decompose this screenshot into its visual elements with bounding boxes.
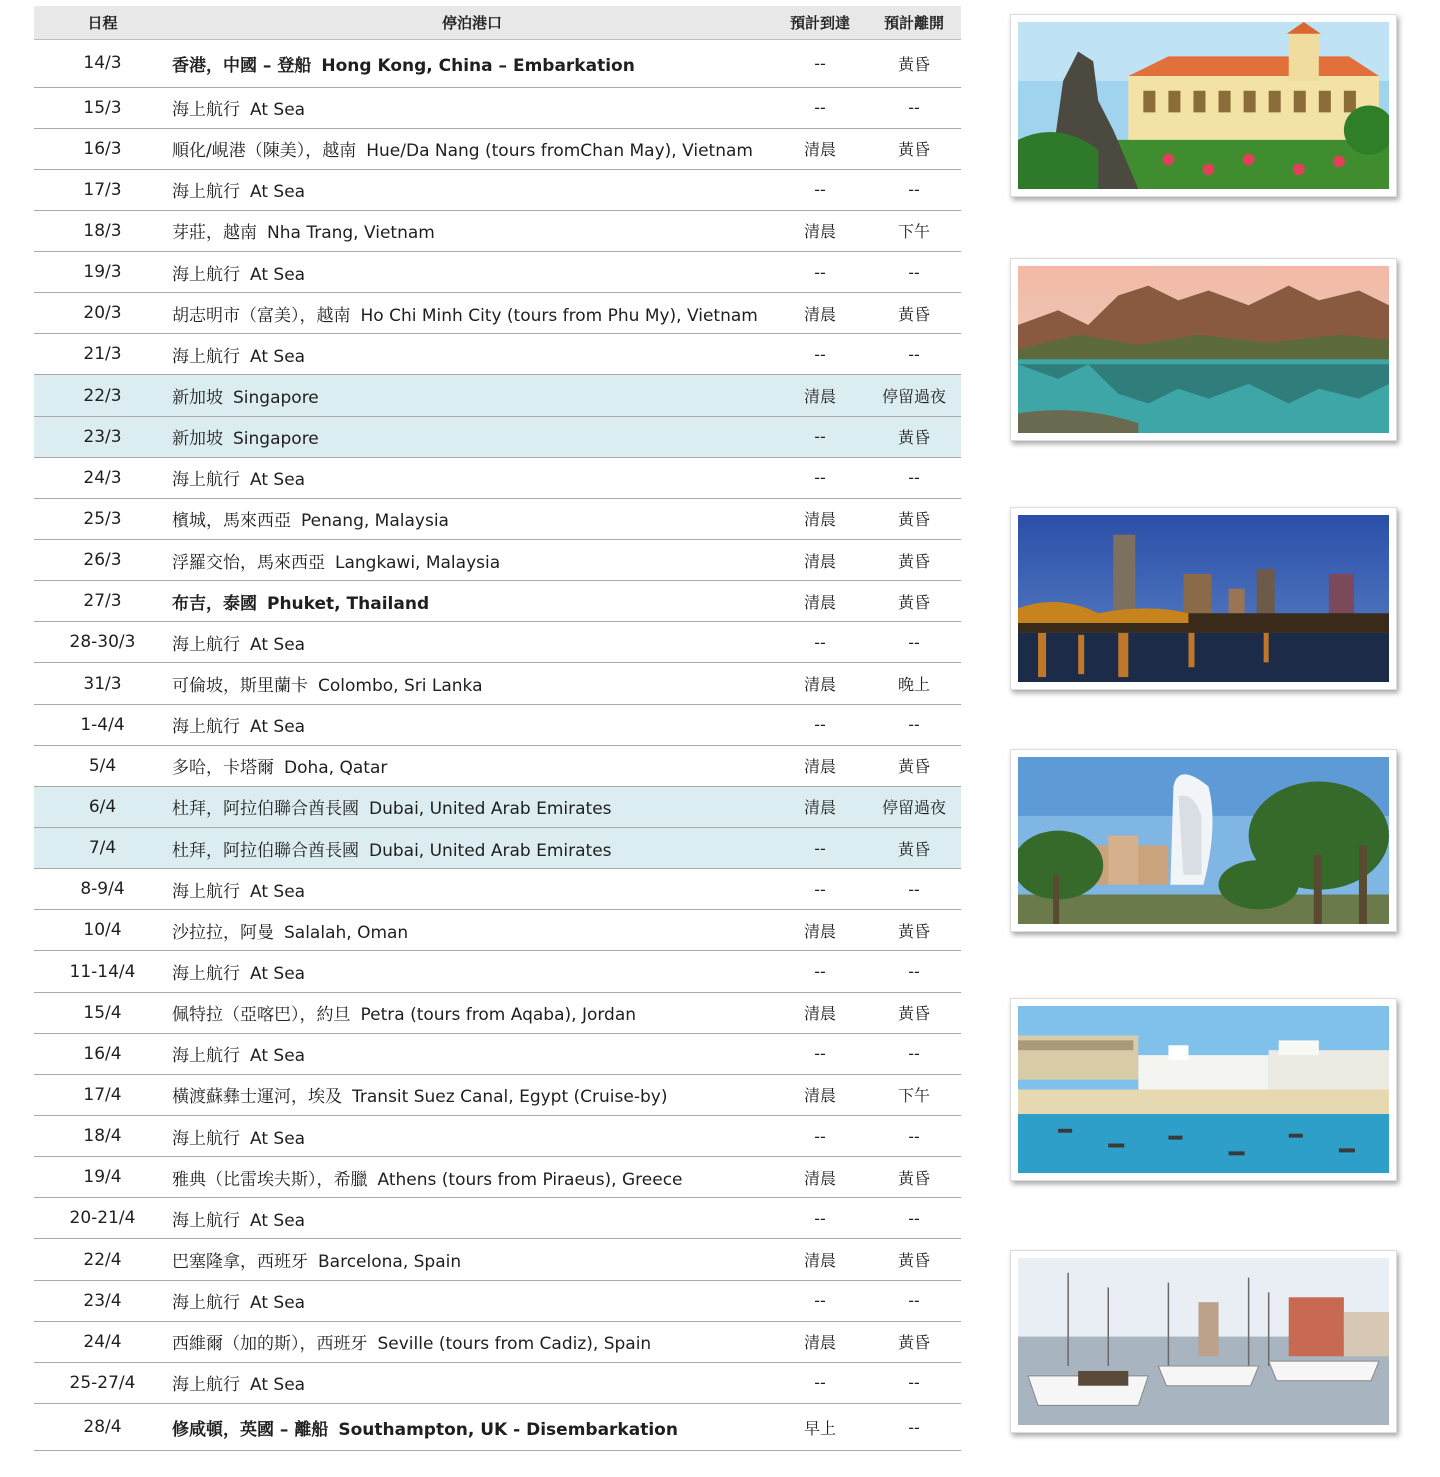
cell-date: 26/3 (34, 540, 171, 581)
cell-date: 28-30/3 (34, 622, 171, 663)
port-name-english: Salalah, Oman (284, 922, 409, 943)
cell-date: 15/3 (34, 87, 171, 128)
header-date: 日程 (34, 6, 171, 39)
cell-arrive: 清晨 (773, 1321, 867, 1362)
port-name-chinese: 海上航行 (172, 1293, 240, 1314)
cell-depart: -- (867, 704, 961, 745)
port-name-chinese: 新加坡 (172, 429, 223, 450)
port-name-chinese: 檳城，馬來西亞 (172, 511, 291, 532)
cell-port (171, 210, 773, 251)
cell-arrive: 清晨 (773, 128, 867, 169)
table-row (34, 581, 961, 622)
photo-southampton-marina (1010, 1250, 1397, 1433)
cell-date: 10/4 (34, 910, 171, 951)
cell-date: 1-4/4 (34, 704, 171, 745)
cell-arrive: -- (773, 87, 867, 128)
cell-port (171, 1157, 773, 1198)
port-name-english: Singapore (233, 388, 319, 409)
cell-arrive: -- (773, 1280, 867, 1321)
port-name-chinese: 西維爾（加的斯），西班牙 (172, 1334, 368, 1355)
table-row (34, 1074, 961, 1115)
port-name-english: Ho Chi Minh City (tours from Phu My), Vietnam (360, 305, 758, 326)
port-name-english: At Sea (250, 634, 306, 655)
port-name-english: At Sea (250, 470, 306, 491)
table-row (34, 1033, 961, 1074)
cell-date: 19/4 (34, 1157, 171, 1198)
cell-port (171, 992, 773, 1033)
cell-port (171, 1321, 773, 1362)
port-name-chinese: 海上航行 (172, 470, 240, 491)
port-name-english: At Sea (250, 964, 306, 985)
cell-depart: 下午 (867, 210, 961, 251)
port-name-chinese: 海上航行 (172, 1375, 240, 1396)
port-name-chinese: 胡志明市（富美），越南 (172, 305, 351, 326)
port-name-english: Dubai, United Arab Emirates (369, 799, 612, 820)
cell-arrive: 清晨 (773, 663, 867, 704)
table-row (34, 745, 961, 786)
port-name-chinese: 海上航行 (172, 1210, 240, 1231)
header-arrive: 預計到達 (773, 6, 867, 39)
cell-arrive: 清晨 (773, 992, 867, 1033)
cell-date: 25/3 (34, 498, 171, 539)
cell-port (171, 39, 773, 87)
cell-depart: -- (867, 951, 961, 992)
cell-port (171, 622, 773, 663)
cell-arrive: -- (773, 828, 867, 869)
cell-port (171, 951, 773, 992)
cell-port (171, 869, 773, 910)
photo-dubai-burj-al-arab (1010, 749, 1397, 932)
table-row (34, 375, 961, 416)
cell-arrive: -- (773, 416, 867, 457)
cell-date: 22/3 (34, 375, 171, 416)
cell-date: 7/4 (34, 828, 171, 869)
port-name-english: Nha Trang, Vietnam (267, 223, 435, 244)
port-name-english: At Sea (250, 1210, 306, 1231)
cell-date: 27/3 (34, 581, 171, 622)
cell-date: 17/4 (34, 1074, 171, 1115)
cell-date: 20/3 (34, 293, 171, 334)
cell-depart: 停留過夜 (867, 786, 961, 827)
cell-depart: 黃昏 (867, 1157, 961, 1198)
cell-port (171, 704, 773, 745)
cell-date: 8-9/4 (34, 869, 171, 910)
cell-arrive: 清晨 (773, 745, 867, 786)
table-row (34, 786, 961, 827)
cell-arrive: -- (773, 869, 867, 910)
cell-arrive: -- (773, 1033, 867, 1074)
table-row (34, 1239, 961, 1280)
port-name-english: Langkawi, Malaysia (335, 552, 501, 573)
cell-date: 31/3 (34, 663, 171, 704)
port-name-english: At Sea (250, 182, 306, 203)
cell-port (171, 169, 773, 210)
port-name-english: At Sea (250, 1046, 306, 1067)
port-name-chinese: 佩特拉（亞喀巴），約旦 (172, 1005, 351, 1026)
port-name-english: At Sea (250, 717, 306, 738)
port-name-chinese: 新加坡 (172, 388, 223, 409)
cell-date: 18/3 (34, 210, 171, 251)
table-row (34, 622, 961, 663)
cell-port (171, 457, 773, 498)
cell-depart: 下午 (867, 1074, 961, 1115)
port-name-chinese: 杜拜，阿拉伯聯合酋長國 (172, 799, 359, 820)
cell-depart: -- (867, 1362, 961, 1403)
port-name-english: Hong Kong, China – Embarkation (321, 55, 635, 76)
cell-date: 11-14/4 (34, 951, 171, 992)
cell-depart: 黃昏 (867, 1239, 961, 1280)
itinerary-table (34, 6, 961, 1451)
cell-port (171, 1198, 773, 1239)
table-row (34, 1116, 961, 1157)
cell-depart: -- (867, 1404, 961, 1451)
cell-depart: -- (867, 334, 961, 375)
port-name-english: At Sea (250, 264, 306, 285)
cell-date: 23/3 (34, 416, 171, 457)
header-port: 停泊港口 (171, 6, 773, 39)
cell-depart: 黃昏 (867, 581, 961, 622)
port-name-chinese: 海上航行 (172, 964, 240, 985)
cell-port (171, 1280, 773, 1321)
cell-port (171, 663, 773, 704)
cell-depart: -- (867, 622, 961, 663)
cell-date: 17/3 (34, 169, 171, 210)
cell-depart: 黃昏 (867, 540, 961, 581)
cell-arrive: -- (773, 1362, 867, 1403)
table-row (34, 210, 961, 251)
port-name-english: At Sea (250, 1375, 306, 1396)
table-row (34, 1362, 961, 1403)
table-row (34, 1157, 961, 1198)
cell-port (171, 293, 773, 334)
cell-date: 14/3 (34, 39, 171, 87)
port-name-chinese: 順化/峴港（陳美），越南 (172, 141, 357, 162)
port-name-chinese: 芽莊，越南 (172, 223, 257, 244)
cell-date: 18/4 (34, 1116, 171, 1157)
port-name-english: Barcelona, Spain (318, 1252, 462, 1272)
cell-depart: 黃昏 (867, 992, 961, 1033)
cell-port (171, 1033, 773, 1074)
cell-arrive: -- (773, 622, 867, 663)
cell-port (171, 910, 773, 951)
port-name-english: Athens (tours from Piraeus), Greece (377, 1169, 683, 1190)
table-row (34, 951, 961, 992)
cell-port (171, 540, 773, 581)
cell-depart: -- (867, 87, 961, 128)
port-name-chinese: 多哈，卡塔爾 (172, 758, 274, 779)
port-name-chinese: 修咸頓，英國 – 離船 (172, 1419, 329, 1440)
table-row (34, 169, 961, 210)
cell-arrive: -- (773, 252, 867, 293)
port-name-chinese: 海上航行 (172, 1128, 240, 1149)
port-name-chinese: 香港，中國 – 登船 (172, 55, 312, 76)
cell-depart: -- (867, 1198, 961, 1239)
cell-arrive: -- (773, 457, 867, 498)
cell-port (171, 375, 773, 416)
cell-port (171, 334, 773, 375)
table-row (34, 663, 961, 704)
table-row (34, 128, 961, 169)
port-name-chinese: 浮羅交怡，馬來西亞 (172, 552, 325, 573)
header-depart: 預計離開 (867, 6, 961, 39)
cell-date: 25-27/4 (34, 1362, 171, 1403)
cell-arrive: 清晨 (773, 1239, 867, 1280)
cell-arrive: 清晨 (773, 210, 867, 251)
cell-depart: -- (867, 252, 961, 293)
cell-arrive: -- (773, 951, 867, 992)
table-header-row (34, 6, 961, 39)
cell-date: 23/4 (34, 1280, 171, 1321)
cell-arrive: 清晨 (773, 293, 867, 334)
port-name-chinese: 海上航行 (172, 634, 240, 655)
cell-port (171, 786, 773, 827)
table-row (34, 910, 961, 951)
port-name-chinese: 可倫坡，斯里蘭卡 (172, 676, 308, 697)
cell-depart: 黃昏 (867, 745, 961, 786)
cell-date: 5/4 (34, 745, 171, 786)
cell-depart: 黃昏 (867, 828, 961, 869)
table-row (34, 457, 961, 498)
port-name-english: At Sea (250, 1128, 306, 1149)
cell-depart: 黃昏 (867, 498, 961, 539)
port-name-chinese: 海上航行 (172, 182, 240, 203)
port-name-english: Colombo, Sri Lanka (318, 676, 483, 697)
cell-port (171, 1404, 773, 1451)
cell-date: 19/3 (34, 252, 171, 293)
port-name-english: Petra (tours from Aqaba), Jordan (360, 1005, 637, 1026)
cell-arrive: 清晨 (773, 910, 867, 951)
table-row (34, 39, 961, 87)
cell-depart: 晚上 (867, 663, 961, 704)
port-name-english: At Sea (250, 881, 306, 902)
cell-arrive: -- (773, 704, 867, 745)
cell-arrive: -- (773, 39, 867, 87)
table-row (34, 293, 961, 334)
table-row (34, 1198, 961, 1239)
port-name-english: Singapore (233, 429, 319, 450)
cell-arrive: 早上 (773, 1404, 867, 1451)
itinerary-rows (34, 39, 961, 1451)
cell-arrive: 清晨 (773, 375, 867, 416)
cell-arrive: 清晨 (773, 1157, 867, 1198)
table-row (34, 252, 961, 293)
cell-arrive: 清晨 (773, 498, 867, 539)
table-row (34, 828, 961, 869)
table-row (34, 992, 961, 1033)
cell-depart: 停留過夜 (867, 375, 961, 416)
cell-port (171, 1239, 773, 1280)
photo-saigon-city-hall (1010, 14, 1397, 197)
port-name-english: Doha, Qatar (284, 758, 388, 779)
photo-cadiz-beach (1010, 998, 1397, 1181)
port-name-english: Hue/Da Nang (tours fromChan May), Vietnam (366, 141, 753, 162)
cell-date: 24/4 (34, 1321, 171, 1362)
port-name-chinese: 沙拉拉，阿曼 (172, 922, 274, 943)
port-name-english: Southampton, UK - Disembarkation (338, 1419, 678, 1440)
cell-date: 24/3 (34, 457, 171, 498)
cell-arrive: 清晨 (773, 540, 867, 581)
cell-date: 21/3 (34, 334, 171, 375)
port-name-chinese: 海上航行 (172, 100, 240, 121)
cell-port (171, 416, 773, 457)
cell-arrive: 清晨 (773, 786, 867, 827)
table-row (34, 1321, 961, 1362)
cell-date: 15/4 (34, 992, 171, 1033)
cell-port (171, 1116, 773, 1157)
cell-arrive: -- (773, 1198, 867, 1239)
cell-port (171, 498, 773, 539)
cell-date: 20-21/4 (34, 1198, 171, 1239)
cell-date: 16/4 (34, 1033, 171, 1074)
photo-city-skyline-night (1010, 507, 1397, 690)
table-row (34, 334, 961, 375)
cell-depart: 黃昏 (867, 416, 961, 457)
cell-port (171, 87, 773, 128)
port-name-chinese: 海上航行 (172, 1046, 240, 1067)
port-name-chinese: 雅典（比雷埃夫斯），希臘 (172, 1169, 368, 1190)
cell-port (171, 745, 773, 786)
table-row (34, 869, 961, 910)
port-name-chinese: 杜拜，阿拉伯聯合酋長國 (172, 840, 359, 861)
cell-depart: -- (867, 169, 961, 210)
cell-depart: -- (867, 1116, 961, 1157)
table-row (34, 1404, 961, 1451)
cell-depart: -- (867, 1280, 961, 1321)
cell-depart: 黃昏 (867, 1321, 961, 1362)
cell-arrive: 清晨 (773, 1074, 867, 1115)
port-name-chinese: 海上航行 (172, 346, 240, 367)
port-name-english: At Sea (250, 100, 306, 121)
port-name-english: At Sea (250, 1293, 306, 1314)
cell-depart: 黃昏 (867, 128, 961, 169)
port-name-english: Dubai, United Arab Emirates (369, 840, 612, 861)
port-name-chinese: 海上航行 (172, 264, 240, 285)
port-name-chinese: 海上航行 (172, 881, 240, 902)
table-row (34, 498, 961, 539)
table-row (34, 87, 961, 128)
cell-depart: 黃昏 (867, 39, 961, 87)
table-row (34, 1280, 961, 1321)
cell-port (171, 1074, 773, 1115)
cell-port (171, 1362, 773, 1403)
cell-port (171, 252, 773, 293)
cell-depart: -- (867, 457, 961, 498)
port-name-english: Penang, Malaysia (301, 511, 449, 532)
cell-depart: -- (867, 869, 961, 910)
cell-depart: 黃昏 (867, 910, 961, 951)
cell-date: 6/4 (34, 786, 171, 827)
photo-halong-lake-mountains (1010, 258, 1397, 441)
port-name-english: Transit Suez Canal, Egypt (Cruise-by) (352, 1087, 668, 1108)
port-name-english: Seville (tours from Cadiz), Spain (377, 1334, 652, 1355)
cell-arrive: -- (773, 334, 867, 375)
cell-arrive: -- (773, 169, 867, 210)
cell-port (171, 581, 773, 622)
cell-port (171, 128, 773, 169)
port-name-chinese: 海上航行 (172, 717, 240, 738)
cell-depart: -- (867, 1033, 961, 1074)
cell-depart: 黃昏 (867, 293, 961, 334)
cell-arrive: 清晨 (773, 581, 867, 622)
port-name-english: Phuket, Thailand (267, 593, 430, 614)
port-name-english: At Sea (250, 346, 306, 367)
cell-date: 22/4 (34, 1239, 171, 1280)
cell-date: 16/3 (34, 128, 171, 169)
port-name-chinese: 橫渡蘇彝士運河，埃及 (172, 1087, 342, 1108)
port-name-chinese: 巴塞隆拿，西班牙 (172, 1252, 308, 1272)
cell-port (171, 828, 773, 869)
table-row (34, 540, 961, 581)
cell-date: 28/4 (34, 1404, 171, 1451)
port-name-chinese: 布吉，泰國 (172, 593, 257, 614)
table-row (34, 704, 961, 745)
table-row (34, 416, 961, 457)
cell-arrive: -- (773, 1116, 867, 1157)
